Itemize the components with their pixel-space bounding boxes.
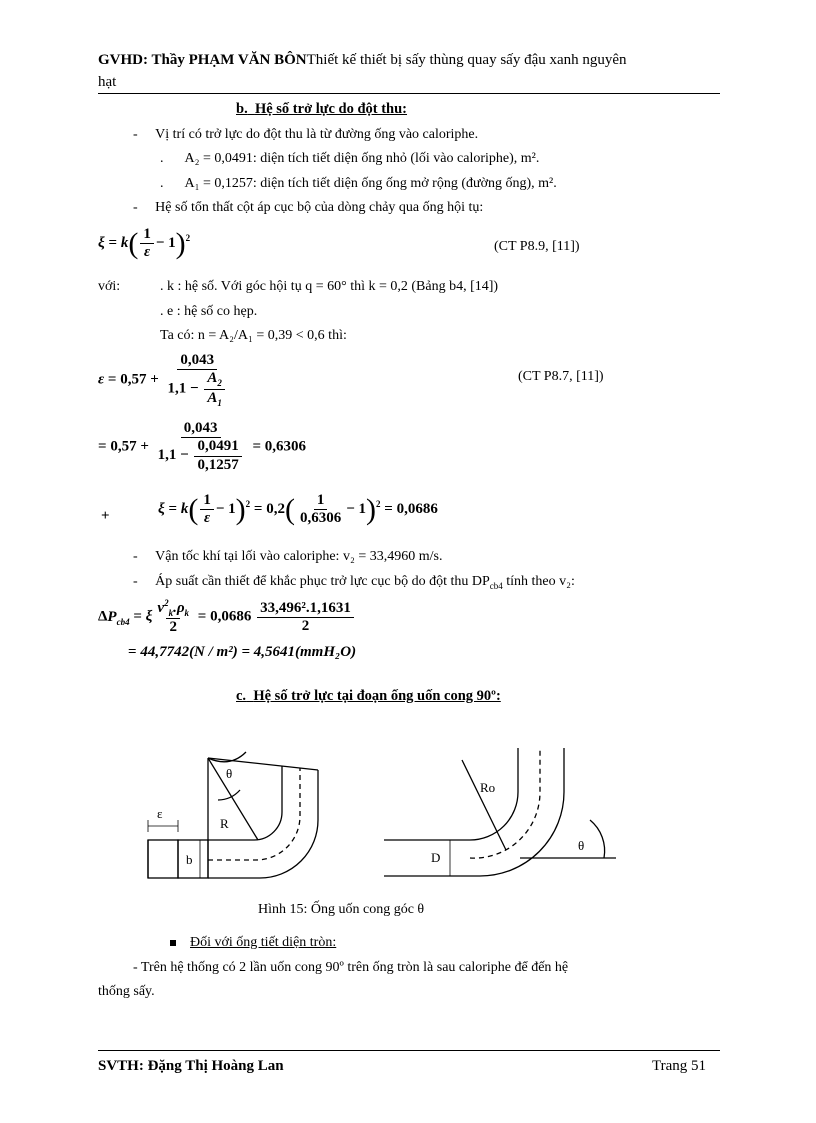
section-b-letter: b. xyxy=(236,101,248,117)
bullet-text: Vận tốc khí tại lối vào caloriphe: v₂ = 33,4960 m/s. xyxy=(155,549,443,564)
ro-label: Ro xyxy=(480,780,496,795)
taco-line: Ta có: n = A₂/A₁ = 0,39 < 0,6 thì: xyxy=(160,328,347,343)
section-b-heading xyxy=(236,101,407,118)
b-label: b xyxy=(186,852,193,867)
footer-rule xyxy=(98,1050,720,1051)
theta-label-left: θ xyxy=(226,766,233,781)
voi-label: với: xyxy=(98,279,121,294)
eps-label: ε xyxy=(157,806,163,821)
list-item: - Vận tốc khí tại lối vào caloriphe: v₂ = 33,4960 m/s. xyxy=(133,549,443,564)
list-item: - Áp suất cần thiết để khắc phục trở lực cục bộ do đột thu $DP_{cb4}$ tính theo v₂: xyxy=(133,574,575,591)
list-item: . A₁ = 0,1257: diện tích tiết diện ống ống mở rộng (đường ống), m². xyxy=(160,176,557,191)
theta-label-right: θ xyxy=(578,838,585,853)
paragraph-line: - Trên hệ thống có 2 lần uốn cong 90º trên ống tròn là sau caloriphe để đến hệ xyxy=(133,960,569,975)
equation-dp: $\Delta P_{cb4} = \xi$ $\frac{v^2_k.\rho_k}{2}$ = 0,0686 $\frac{\text{33,496².1,1631}}{2}$ xyxy=(98,598,356,637)
square-bullet-icon xyxy=(170,940,176,946)
section-c-heading xyxy=(236,688,501,705)
equation-eps: ε = 0,57 + 0,043 1,1 − $\frac{A_2}{A_1}$ xyxy=(98,352,232,408)
bullet-text: Hệ số tổn thất cột áp cục bộ của dòng chảy qua ống hội tụ: xyxy=(155,200,484,215)
equation-xi: ξ = k( $\frac{1}{\varepsilon}$ − 1)$^2$ xyxy=(98,226,191,261)
running-header xyxy=(98,52,627,69)
r-label: R xyxy=(220,816,229,831)
footer-author: SVTH: Đặng Thị Hoàng Lan xyxy=(98,1058,284,1074)
figure-caption: Hình 15: Ống uốn cong góc θ xyxy=(258,902,425,917)
list-item xyxy=(170,935,336,951)
d-label: D xyxy=(431,850,441,865)
paragraph-line: thống sấy. xyxy=(98,984,155,999)
header-title: Thiết kế thiết bị sấy thùng quay sấy đậu xanh nguyên xyxy=(306,52,627,68)
k-definition: . k : hệ số. Với góc hội tụ q = 60° thì k = 0,2 (Bảng b4, [14]) xyxy=(160,279,499,294)
a2-definition: A₂ = 0,0491: diện tích tiết diện ống nhỏ (lối vào caloriphe), m². xyxy=(184,151,540,166)
plus-mark: + xyxy=(101,508,110,524)
section-b-title: Hệ số trở lực do đột thu: xyxy=(254,101,408,117)
header-title-cont: hạt xyxy=(98,74,117,90)
bullet-text: Vị trí có trở lực do đột thu là từ đường ống vào caloriphe. xyxy=(155,127,479,142)
equation-ref: (CT P8.7, [11]) xyxy=(518,369,604,384)
section-c-letter: c. xyxy=(236,688,247,704)
a1-definition: A₁ = 0,1257: diện tích tiết diện ống ống mở rộng (đường ống), m². xyxy=(184,176,557,191)
bullet-text: Áp suất cần thiết để khắc phục trở lực cục bộ do đột thu DP xyxy=(155,574,490,589)
equation-xi-value: ξ = k( $\frac{1}{\varepsilon}$ − 1)$^2$ = 0,2( $\frac{1}{0,6306}$ − 1)$^2$ = 0,0686 xyxy=(158,492,438,527)
equation-eps-value: = 0,57 + 0,043 1,1 − $\frac{0,0491}{0,1257}$ = 0,6306 xyxy=(98,420,306,473)
header-rule xyxy=(98,93,720,94)
header-gvhd: GVHD: Thầy PHẠM VĂN BÔN xyxy=(98,52,307,68)
list-item: - Hệ số tổn thất cột áp cục bộ của dòng chảy qua ống hội tụ: xyxy=(133,200,484,215)
equation-dp-result: = 44,7742(N / m²) = 4,5641(mmH₂O) xyxy=(128,644,357,660)
sub-bullet-text: Đối với ống tiết diện tròn: xyxy=(190,935,337,950)
section-c-title: Hệ số trở lực tại đoạn ống uốn cong 90º: xyxy=(253,688,501,704)
page-number: Trang 51 xyxy=(652,1058,707,1074)
list-item: - Vị trí có trở lực do đột thu là từ đường ống vào caloriphe. xyxy=(133,127,479,142)
inlet-duct-left xyxy=(148,840,178,878)
list-item: . A₂ = 0,0491: diện tích tiết diện ống nhỏ (lối vào caloriphe), m². xyxy=(160,151,540,166)
inlet-duct-right xyxy=(178,840,208,878)
e-definition: . e : hệ số co hẹp. xyxy=(160,304,258,319)
equation-ref: (CT P8.9, [11]) xyxy=(494,239,580,254)
